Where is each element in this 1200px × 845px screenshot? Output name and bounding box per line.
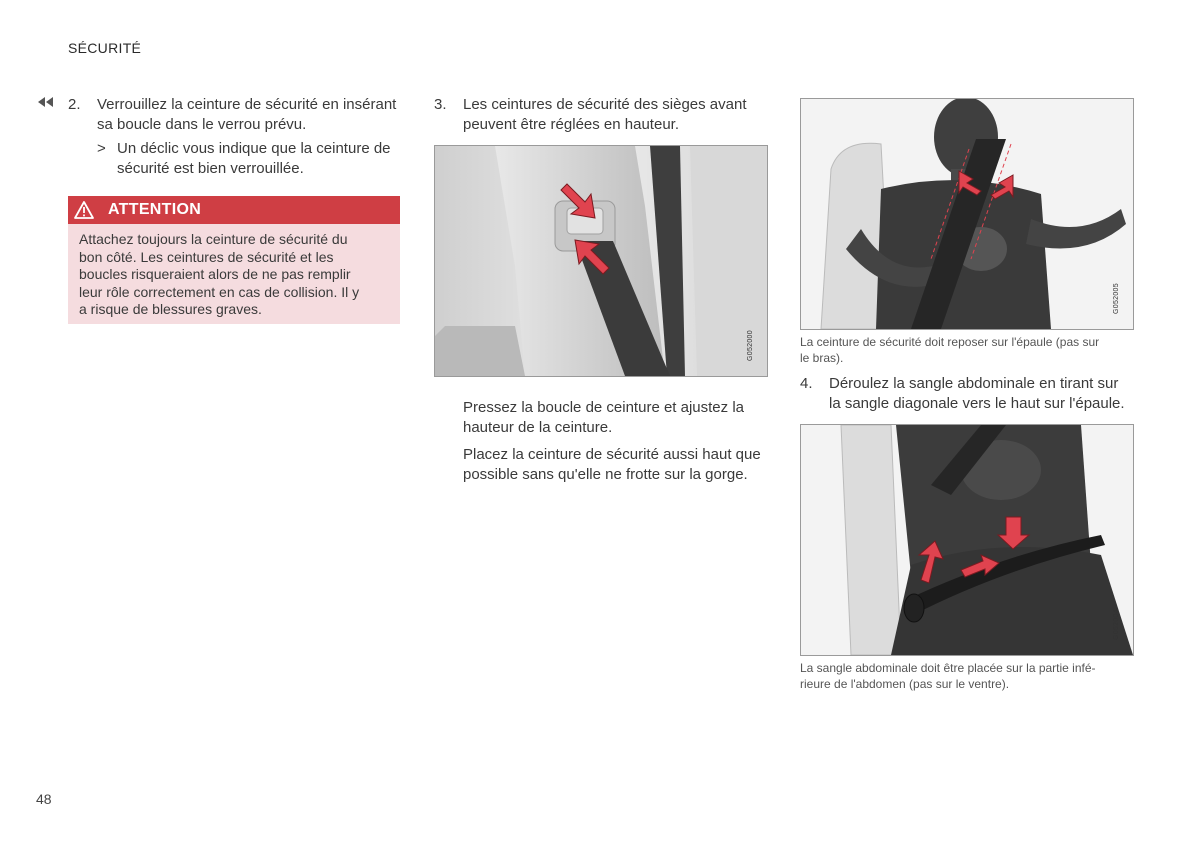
figure-code: G052004 xyxy=(1113,609,1120,640)
attention-box xyxy=(68,196,400,324)
result-text-line: Un déclic vous indique que la ceinture de xyxy=(117,140,391,157)
belt-height-adjuster-illustration xyxy=(435,146,767,376)
section-title: SÉCURITÉ xyxy=(68,40,142,56)
attention-line: leur rôle correctement en cas de collision. Il y xyxy=(79,283,360,300)
figure-belt-height-adjuster xyxy=(434,145,768,377)
attention-label: ATTENTION xyxy=(108,201,202,218)
step-number: 3. xyxy=(434,96,447,113)
caption-line: La ceinture de sécurité doit reposer sur l'épaule (pas sur xyxy=(800,335,1100,349)
caption-line: La sangle abdominale doit être placée sur la partie infé- xyxy=(800,661,1096,675)
attention-line: bon côté. Les ceintures de sécurité et les xyxy=(79,248,334,265)
step-text-line: Verrouillez la ceinture de sécurité en insérant xyxy=(97,96,397,113)
step-3 xyxy=(434,95,774,135)
step-2 xyxy=(68,95,408,135)
step-number: 4. xyxy=(800,375,813,392)
page-number: 48 xyxy=(36,791,52,807)
figure-shoulder-belt xyxy=(800,98,1134,330)
attention-text xyxy=(79,231,389,319)
warning-triangle-icon xyxy=(73,200,95,220)
paragraph-line: hauteur de la ceinture. xyxy=(463,419,613,436)
figure-code: G052000 xyxy=(747,330,754,361)
step-text-line: sa boucle dans le verrou prévu. xyxy=(97,116,307,133)
caption-line: rieure de l'abdomen (pas sur le ventre). xyxy=(800,677,1010,691)
paragraph-line: possible sans qu'elle ne frotte sur la gorge. xyxy=(463,466,748,483)
step-text-line: Déroulez la sangle abdominale en tirant sur xyxy=(829,375,1119,392)
step-2-result xyxy=(97,139,407,179)
double-chevron-left-icon[interactable] xyxy=(36,95,54,109)
step-text-line: Les ceintures de sécurité des sièges avant xyxy=(463,96,747,113)
step-text-line: peuvent être réglées en hauteur. xyxy=(463,116,679,133)
paragraph-line: Placez la ceinture de sécurité aussi haut que xyxy=(463,446,761,463)
attention-header xyxy=(68,196,400,224)
paragraph-place-high xyxy=(463,445,773,485)
result-text-line: sécurité est bien verrouillée. xyxy=(117,160,304,177)
paragraph-line: Pressez la boucle de ceinture et ajustez la xyxy=(463,399,744,416)
step-number: 2. xyxy=(68,96,81,113)
step-4 xyxy=(800,374,1160,414)
attention-line: Attachez toujours la ceinture de sécurité du xyxy=(79,231,348,247)
result-marker: > xyxy=(97,140,106,157)
attention-line: boucles risqueraient alors de ne pas remplir xyxy=(79,266,351,282)
attention-line: a risque de blessures graves. xyxy=(79,301,262,317)
paragraph-press-buckle xyxy=(463,398,773,438)
step-text-line: la sangle diagonale vers le haut sur l'épaule. xyxy=(829,395,1125,412)
figure-code: G052005 xyxy=(1113,283,1120,314)
figure-lap-belt xyxy=(800,424,1134,656)
caption-line: le bras). xyxy=(800,351,844,365)
figure-caption-shoulder xyxy=(800,334,1140,366)
figure-caption-lap xyxy=(800,660,1140,692)
lap-belt-illustration xyxy=(801,425,1133,655)
shoulder-belt-illustration xyxy=(801,99,1133,329)
